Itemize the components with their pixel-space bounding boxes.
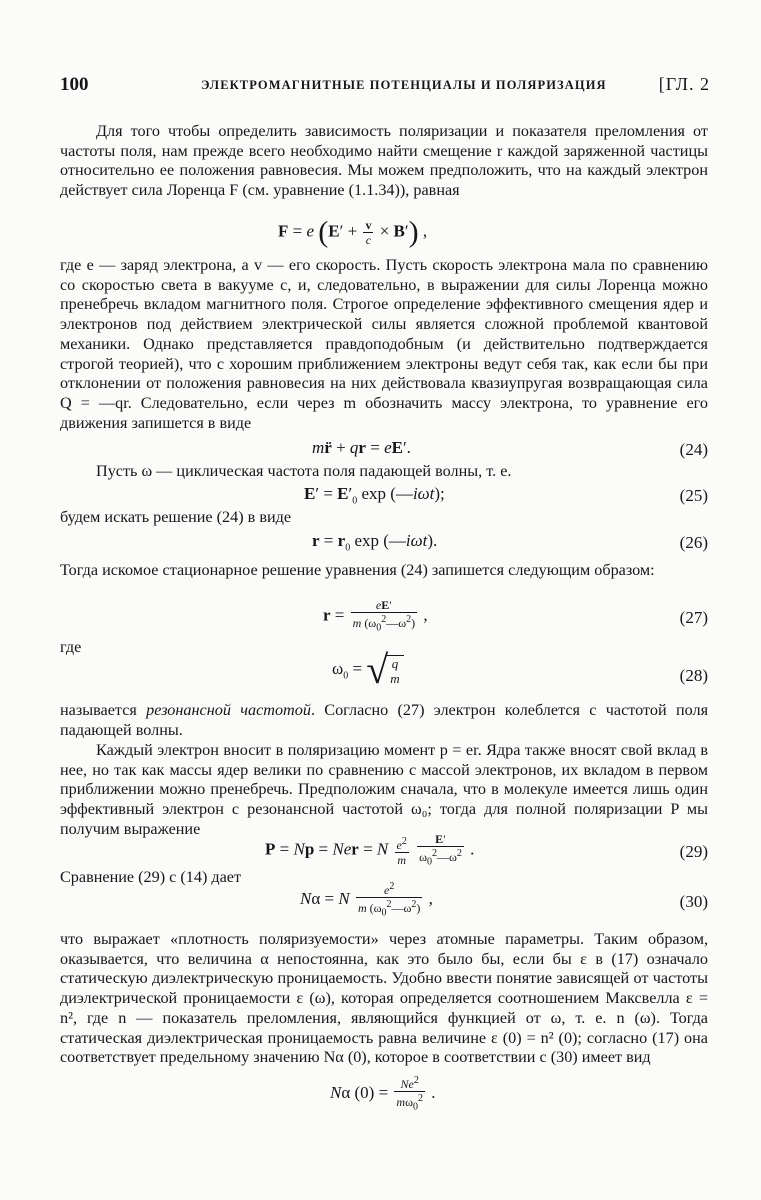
- equation-25: $E' = E'_0$ exp (—iωt); (25): [304, 484, 708, 507]
- chapter-label: [ГЛ. 2: [658, 74, 710, 94]
- equation-number-30: (30): [679, 892, 708, 911]
- paragraph-7-text-a: называется: [60, 701, 147, 719]
- paragraph-6: где: [60, 638, 82, 656]
- paragraph-3: Пусть ω — циклическая частота поля падающей волны, т. е.: [96, 462, 512, 480]
- running-title: ЭЛЕКТРОМАГНИТНЫЕ ПОТЕНЦИАЛЫ И ПОЛЯРИЗАЦИЯ: [201, 78, 607, 92]
- paragraph-9: Сравнение (29) с (14) дает: [60, 868, 242, 886]
- paragraph-10: что выражает «плотность поляризуемости» через атомные параметры. Таким образом, оказывается, что величина α непостоянна, как это было бы, если бы ε в (17) означало статическую диэлектрическую проницаемость. Удобно ввести понятие зависящей от частоты диэлектрической проницаемости ε (ω), которая определяется соотношением Максвелла ε = n², где n — показатель преломления, являющийся функцией от ω, т. е. n (ω). Тогда статическая диэлектрическая проницаемость равна величине ε (0) = n² (0); согласно (17) она соответствует предельному значению Nα (0), которое в соответствии с (30) имеет вид: [60, 930, 708, 1067]
- equation-number-24: (24): [679, 440, 708, 459]
- equation-26: $r = r_0$ exp (—iωt). (26): [312, 531, 708, 554]
- equation-number-27: (27): [679, 608, 708, 627]
- equation-number-26: (26): [679, 533, 708, 552]
- paragraph-7: [60, 701, 708, 740]
- equation-static-limit: Nα (0) = $\frac{Ne^2}{m\omega_0^2}$ .: [330, 1075, 436, 1113]
- equation-28: $\omega_0$ = √ q m (28): [332, 647, 708, 692]
- page-number: 100: [60, 74, 89, 95]
- equation-number-29: (29): [679, 842, 708, 861]
- paragraph-5: Тогда искомое стационарное решение уравнения (24) запишется следующим образом:: [60, 561, 655, 579]
- paragraph-7-text-b: . Согласно (27) электрон колеблется с частотой поля падающей волны.: [60, 701, 709, 739]
- paragraph-4: будем искать решение (24) в виде: [60, 508, 292, 526]
- equation-27: r = $\frac{eE'}{m (\omega_0^2—\omega^2)}$ , (27): [323, 598, 708, 634]
- paragraph-2: где e — заряд электрона, а v — его скорость. Пусть скорость электрона мала по сравнению со скоростью света в вакууме c, и, следовательно, в выражении для силы Лоренца можно пренебречь вкладом магнитного поля. Строгое определение эффективного смещения ядер и электронов под действием электрической силы является сложной проблемой квантовой механики. Однако представляется правдоподобным (и действительно подтверждается строгой теорией), что с хорошим приближением электроны ведут себя так, как если бы при отклонении от положения равновесия на них действовала квазиупругая возвращающая сила Q = —qr. Следовательно, если через m обозначить массу электрона, то уравнение его движения запишется в виде: [60, 256, 708, 432]
- resonant-frequency-term: резонансной частотой: [146, 701, 311, 719]
- equation-24: mr̈ + qr = eE′. (24): [312, 438, 708, 459]
- paragraph-8: Каждый электрон вносит в поляризацию момент p = er. Ядра также вносят свой вклад в нее, но так как массы ядер велики по сравнению с массой электронов, их вкладом в первом приближении можно пренебречь. Предположим сначала, что в молекуле имеется лишь один эффективный электрон с резонансной частотой ω₀; тогда для полной поляризации P мы получим выражение: [60, 741, 708, 838]
- equation-30: Nα = N $\frac{e^2}{m (\omega_0^2—\omega^2)}$ , (30): [300, 881, 708, 919]
- running-header: [60, 74, 710, 96]
- equation-29: P = Np = Ner = N $\frac{e^2}{m}$ $\frac{E'}{\omega_0^2—\omega^2}$ . (29): [265, 832, 708, 868]
- paragraph-1: Для того чтобы определить зависимость поляризации и показателя преломления от частоты поля, нам прежде всего необходимо найти смещение r каждой заряженной частицы относительно ее положения равновесия. Мы можем предположить, что на каждый электрон действует сила Лоренца F (см. уравнение (1.1.34)), равная: [60, 122, 708, 200]
- equation-lorentz-force: F = e (E′ + $\frac{v}{c}$ × B′) ,: [278, 215, 428, 249]
- equation-number-28: (28): [679, 666, 708, 685]
- equation-number-25: (25): [679, 486, 708, 505]
